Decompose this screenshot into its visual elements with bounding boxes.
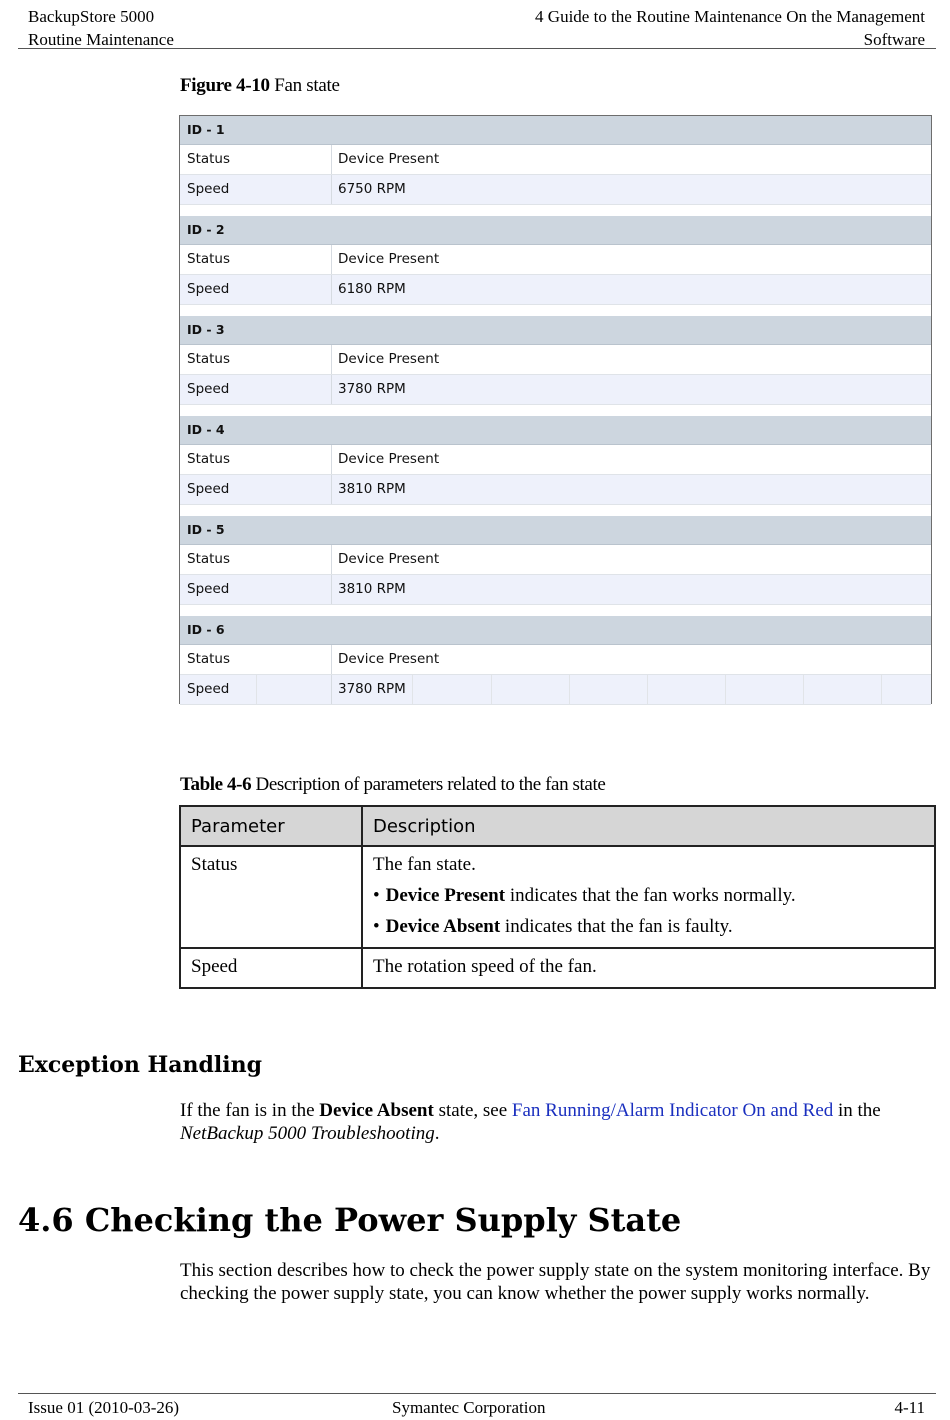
table-header-row [180,806,935,846]
fan-status-value: Device Present [338,251,440,267]
figure-label: Figure 4-10 [180,75,270,96]
description-text: The fan state. [373,854,476,875]
fan-status-label: Status [187,651,231,667]
fan-status-row [180,545,931,575]
fan-status-row [180,645,931,675]
column-divider [331,145,332,174]
fan-status-value: Device Present [338,651,440,667]
fan-speed-row [180,275,931,305]
table-title: Description of parameters related to the fan state [255,774,606,795]
description-cell [362,846,935,948]
fan-group [180,116,931,204]
fan-status-row [180,445,931,475]
fan-status-label: Status [187,551,231,567]
param-cell: Speed [180,948,362,988]
grid-line [491,675,492,704]
exception-paragraph [180,1099,935,1145]
table-row [180,846,935,948]
footer-divider [18,1393,936,1394]
footer-issue: Issue 01 (2010-03-26) [28,1398,180,1417]
fan-speed-row [180,175,931,205]
header-product: BackupStore 5000 [28,7,155,26]
fan-id-header: ID - 6 [180,616,931,645]
doc-title: NetBackup 5000 Troubleshooting [180,1123,435,1144]
state-term: Device Absent [319,1100,434,1121]
fan-group [180,316,931,404]
text-run: . [434,1123,440,1144]
footer-page-number: 4-11 [894,1398,925,1417]
fan-speed-label: Speed [187,381,230,397]
column-divider [331,475,332,504]
fan-speed-row [180,675,931,705]
figure-caption [180,75,340,97]
grid-line [412,675,413,704]
fan-state-panel [179,115,932,704]
grid-line [725,675,726,704]
section-body: This section describes how to check the power supply state on the system monitoring interface. By checking the power supply state, you can know whether the power supply works normally. [180,1260,931,1304]
header-chapter-line2: Software [863,30,925,49]
fan-status-value: Device Present [338,151,440,167]
column-divider [331,445,332,474]
fan-id-header: ID - 3 [180,316,931,345]
running-header-right [535,5,925,51]
figure-title: Fan state [274,75,340,96]
fan-id-header: ID - 1 [180,116,931,145]
fan-speed-value: 3780 RPM [338,381,406,397]
fan-speed-row [180,375,931,405]
fan-speed-label: Speed [187,681,230,697]
fan-speed-row [180,475,931,505]
grid-line [803,675,804,704]
header-document: Routine Maintenance [28,30,174,49]
bullet-term: Device Absent [385,916,501,937]
text-run: state, see [433,1100,512,1121]
column-divider [331,545,332,574]
column-divider [331,575,332,604]
troubleshooting-link[interactable]: Fan Running/Alarm Indicator On and Red [511,1100,834,1121]
column-header-description: Description [362,806,935,846]
running-header-left [28,5,174,51]
fan-status-row [180,345,931,375]
header-chapter-line1: 4 Guide to the Routine Maintenance On the Management [535,7,925,26]
bullet-item [373,884,924,908]
fan-status-row [180,245,931,275]
fan-speed-value: 3810 RPM [338,481,406,497]
table-caption [180,774,605,796]
fan-speed-label: Speed [187,181,230,197]
bullet-term: Device Present [385,885,506,906]
text-run: in the [833,1100,881,1121]
fan-speed-label: Speed [187,281,230,297]
param-cell: Status [180,846,362,948]
section-heading: 4.6 Checking the Power Supply State [18,1201,682,1239]
footer-company: Symantec Corporation [392,1398,546,1417]
fan-speed-value: 6750 RPM [338,181,406,197]
fan-id-header: ID - 2 [180,216,931,245]
fan-id-header: ID - 4 [180,416,931,445]
bullet-item [373,915,924,939]
fan-speed-label: Speed [187,481,230,497]
fan-speed-label: Speed [187,581,230,597]
exception-heading: Exception Handling [18,1052,263,1078]
grid-line [647,675,648,704]
fan-id-header: ID - 5 [180,516,931,545]
fan-speed-value: 3810 RPM [338,581,406,597]
bullet-text: indicates that the fan works normally. [505,885,796,906]
description-cell: The rotation speed of the fan. [362,948,935,988]
fan-group [180,616,931,704]
header-divider [18,48,936,49]
fan-status-row [180,145,931,175]
column-divider [331,245,332,274]
parameter-table [179,805,936,989]
fan-group [180,216,931,304]
bullet-text: indicates that the fan is faulty. [500,916,733,937]
fan-speed-row [180,575,931,605]
fan-speed-value: 3780 RPM [338,681,406,697]
column-divider [331,345,332,374]
grid-line [569,675,570,704]
fan-status-value: Device Present [338,351,440,367]
column-divider [331,645,332,674]
fan-speed-value: 6180 RPM [338,281,406,297]
table-row [180,948,935,988]
fan-status-value: Device Present [338,451,440,467]
column-divider [331,375,332,404]
fan-status-value: Device Present [338,551,440,567]
grid-line [256,675,257,704]
column-divider [331,175,332,204]
column-divider [331,675,332,704]
fan-status-label: Status [187,351,231,367]
fan-group [180,416,931,504]
grid-line [881,675,882,704]
fan-group [180,516,931,604]
fan-status-label: Status [187,451,231,467]
column-divider [331,275,332,304]
column-header-parameter: Parameter [180,806,362,846]
text-run: If the fan is in the [180,1100,320,1121]
fan-status-label: Status [187,151,231,167]
table-label: Table 4-6 [180,774,252,795]
fan-status-label: Status [187,251,231,267]
